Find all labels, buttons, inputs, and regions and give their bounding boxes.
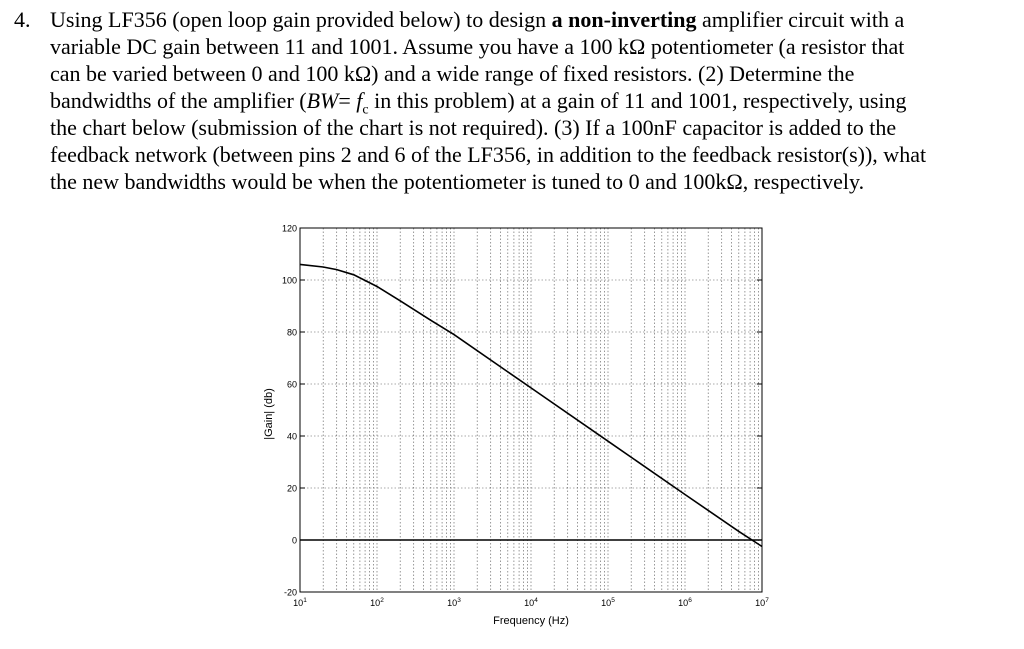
x-tick-label xyxy=(678,597,692,608)
question-text-segment: BW xyxy=(306,88,339,113)
y-tick-label: 60 xyxy=(286,379,297,390)
x-tick-exponent: 3 xyxy=(457,597,461,604)
x-tick-base: 10 xyxy=(678,598,689,608)
question-text-segment: in this problem) at a gain of 11 and 1001, respectively, using xyxy=(368,88,907,113)
chart-series xyxy=(300,264,762,546)
question-number: 4. xyxy=(14,7,31,32)
x-tick-label xyxy=(601,597,615,608)
x-tick-label xyxy=(293,597,307,608)
question-text-segment: Using LF356 (open loop gain provided below) to design xyxy=(50,7,552,32)
question-text-segment: = xyxy=(338,88,357,113)
x-tick-exponent: 6 xyxy=(688,597,692,604)
x-tick-label xyxy=(370,597,384,608)
y-tick-label: 80 xyxy=(286,327,297,338)
y-tick-label: 100 xyxy=(281,275,297,286)
question-text-segment: the chart below (submission of the chart is not required). (3) If a 100nF capacitor is added to the xyxy=(50,115,897,140)
y-tick-label: 20 xyxy=(286,483,297,494)
chart-tick-labels xyxy=(282,224,769,609)
x-tick-exponent: 5 xyxy=(611,597,615,604)
y-tick-label: 40 xyxy=(286,431,297,442)
x-tick-base: 10 xyxy=(524,598,535,608)
y-tick-label: 120 xyxy=(281,223,297,234)
x-tick-base: 10 xyxy=(601,598,612,608)
y-tick-label: 0 xyxy=(291,535,297,546)
question-text-segment: a non-inverting xyxy=(551,7,697,32)
question-text-segment: the new bandwidths would be when the potentiometer is tuned to 0 and 100kΩ, respectively. xyxy=(50,169,865,194)
question-text-segment: c xyxy=(362,102,369,118)
question-text-segment: amplifier circuit with a xyxy=(696,7,905,32)
y-axis-label: |Gain| (db) xyxy=(263,388,275,440)
x-tick-base: 10 xyxy=(755,598,766,608)
x-tick-base: 10 xyxy=(293,598,304,608)
x-tick-base: 10 xyxy=(447,598,458,608)
y-tick-label: -20 xyxy=(283,587,297,598)
question-text-segment: feedback network (between pins 2 and 6 of the LF356, in addition to the feedback resistor(s)), what xyxy=(50,142,927,167)
x-tick-exponent: 4 xyxy=(534,597,538,604)
question-text-segment: variable DC gain between 11 and 1001. Assume you have a 100 kΩ potentiometer (a resistor that xyxy=(50,34,905,59)
question-text-segment: bandwidths of the amplifier ( xyxy=(50,88,307,113)
x-tick-base: 10 xyxy=(370,598,381,608)
x-tick-exponent: 7 xyxy=(765,597,769,604)
x-tick-label xyxy=(447,597,461,608)
x-axis-label: Frequency (Hz) xyxy=(493,615,569,627)
x-tick-label xyxy=(755,597,769,608)
x-tick-label xyxy=(524,597,538,608)
open-loop-gain-curve xyxy=(300,264,762,546)
question-text-segment: f xyxy=(356,88,363,113)
question-text-segment: can be varied between 0 and 100 kΩ) and a wide range of fixed resistors. (2) Determine the xyxy=(50,61,855,86)
x-tick-exponent: 2 xyxy=(380,597,384,604)
x-tick-exponent: 1 xyxy=(303,597,307,604)
